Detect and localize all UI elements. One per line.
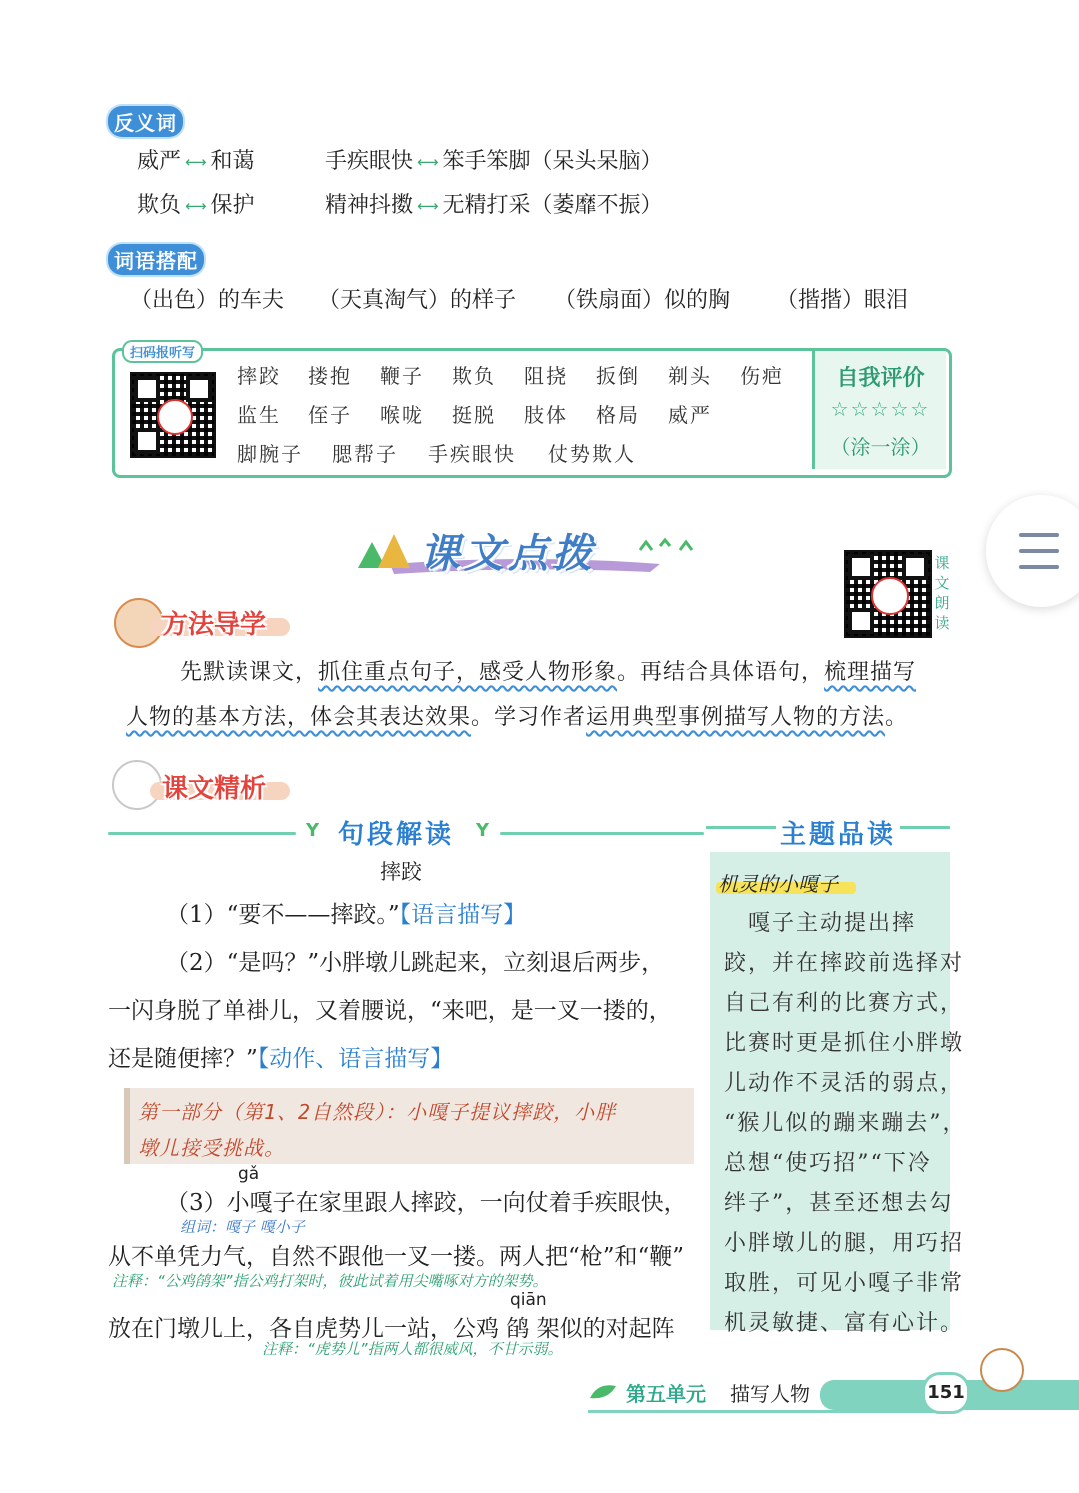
dictation-word: 欺负 (452, 364, 496, 388)
banner-title: 课文点拨 (420, 531, 596, 577)
double-arrow-icon: ⟷ (185, 197, 207, 215)
antonym-word: 手疾眼快 (325, 149, 414, 174)
double-arrow-icon: ⟷ (417, 153, 439, 171)
dictation-word: 手疾眼快 (428, 442, 516, 466)
goat-mascot-icon (980, 1348, 1024, 1392)
key-phrase: 梳理描写 (824, 660, 917, 685)
summary-line: 墩儿接受挑战。 (138, 1136, 285, 1160)
antonym-word: 精神抖擞 (325, 193, 414, 218)
text: （1）“要不——摔跤。” (166, 902, 400, 928)
theme-line: 儿动作不灵活的弱点， (724, 1071, 965, 1096)
sprout-icon: Y (476, 820, 490, 841)
dictation-word: 扳倒 (596, 364, 640, 388)
theme-line: 自己有利的比赛方式， (724, 991, 965, 1016)
paragraph-3-line-1: （3）小嘎子在家里跟人摔跤，一向仗着手疾眼快， (166, 1190, 687, 1216)
antonym-row-1b (325, 144, 663, 175)
divider-line (500, 832, 704, 835)
antonym-word: 笨手笨脚（呆头呆脑） (442, 149, 663, 174)
description-tag: 【动作、语言描写】 (257, 1046, 454, 1072)
theme-line: 比赛时更是抓住小胖墩 (724, 1031, 965, 1056)
theme-line: 小胖墩儿的腿，用巧招 (724, 1231, 965, 1256)
self-evaluation-panel (812, 351, 946, 469)
text: 还是随便摔？” (108, 1046, 258, 1072)
paragraph-3-line-3: 放在门墩儿上，各自虎势儿一站，公鸡 鹐 架似的对起阵 (108, 1316, 675, 1342)
antonym-row-2b (325, 188, 663, 219)
collocation-item: （天真淘气）的样子 (318, 288, 517, 313)
dictation-word: 脚腕子 (237, 442, 303, 466)
antonym-word: 保护 (210, 193, 255, 218)
star-rating[interactable]: ☆☆☆☆☆ (830, 397, 931, 421)
read-aloud-label (932, 553, 952, 633)
paragraph-3-line-2: 从不单凭力气，自然不跟他一叉一搂。两人把“枪”和“鞭” (108, 1244, 685, 1270)
key-phrase: 人物的基本方法，体会其表达效果 (126, 705, 472, 730)
read-aloud-qr-icon[interactable] (844, 550, 932, 638)
qr-code-icon[interactable] (130, 372, 216, 458)
sub-heading-right: 主题品读 (776, 814, 900, 851)
text: 。学习作者 (471, 705, 587, 730)
label-char: 读 (934, 614, 950, 632)
dictation-word: 鞭子 (380, 364, 424, 388)
antonym-word: 威严 (137, 149, 182, 174)
theme-line: “猴儿似的蹦来蹦去”， (724, 1111, 967, 1136)
antonym-row-1 (137, 144, 255, 175)
sprout-icon: Y (306, 820, 320, 841)
antonym-word: 和蔼 (210, 149, 255, 174)
key-phrase: 抓住重点句子，感受人物形象 (318, 660, 618, 685)
theme-line: 嘎子主动提出摔 (724, 911, 917, 936)
dictation-word: 喉咙 (380, 403, 424, 427)
key-phrase: 运用典型事例描写人物的方法 (586, 705, 886, 730)
paragraph-2-line-1: （2）“是吗？”小胖墩儿跳起来，立刻退后两步， (166, 950, 665, 976)
collocation-item: （出色）的车夫 (130, 288, 285, 313)
dictation-word: 剃头 (668, 364, 712, 388)
dictation-word: 腮帮子 (332, 442, 398, 466)
dictation-word: 阻挠 (524, 364, 568, 388)
text: 。 (885, 705, 909, 730)
annotation-note: 注释：“公鸡鹐架”指公鸡打架时，彼此试着用尖嘴啄对方的架势。 (112, 1272, 548, 1290)
theme-line: 绊子”，甚至还想去勾 (724, 1191, 954, 1216)
theme-subtitle: 机灵的小嘎子 (718, 872, 838, 896)
text: 。再结合具体语句， (617, 660, 825, 685)
page-number: 151 (922, 1372, 970, 1414)
self-eval-hint: （涂一涂） (830, 435, 931, 459)
label-char: 文 (934, 574, 950, 592)
footer-line (588, 1410, 948, 1413)
theme-line: 机灵敏捷、富有心计。 (724, 1311, 965, 1336)
collocation-item: （铁扇面）似的胸 (554, 288, 731, 313)
dictation-word: 威严 (668, 403, 712, 427)
antonym-word: 无精打采（萎靡不振） (442, 193, 663, 218)
pinyin: gǎ (238, 1164, 260, 1184)
double-arrow-icon: ⟷ (417, 197, 439, 215)
theme-line: 取胜，可见小嘎子非常 (724, 1271, 965, 1296)
dictation-word: 摔跤 (237, 364, 281, 388)
dictation-word: 搂抱 (308, 364, 352, 388)
analysis-title: 课文精析 (162, 774, 267, 804)
dictation-word: 挺脱 (452, 403, 496, 427)
theme-line: 总想“使巧招”“下冷 (724, 1151, 932, 1176)
dictation-word: 格局 (596, 403, 640, 427)
part-summary-box (124, 1088, 694, 1164)
dictation-word: 仗势欺人 (548, 442, 636, 466)
dictation-word: 肢体 (524, 403, 568, 427)
label-char: 课 (934, 554, 950, 572)
dictation-word: 侄子 (308, 403, 352, 427)
theme-line: 跤，并在摔跤前选择对 (724, 951, 965, 976)
method-title: 方法导学 (162, 610, 267, 640)
paragraph-2-line-2: 一闪身脱了单褂儿，又着腰说，“来吧，是一叉一搂的， (108, 998, 672, 1024)
paragraph-1 (166, 896, 526, 929)
method-line-2 (126, 700, 908, 731)
dictation-tag: 扫码报听写 (122, 340, 203, 363)
paragraph-2-line-3 (108, 1040, 453, 1073)
text-title: 摔跤 (380, 860, 422, 884)
method-line-1 (180, 655, 916, 686)
annotation-note: 注释：“虎势儿”指两人都很威风，不甘示弱。 (262, 1340, 563, 1358)
dictation-word: 伤疤 (740, 364, 784, 388)
antonyms-title: 反义词 (108, 106, 183, 137)
footer-unit: 第五单元 (626, 1382, 706, 1406)
collocation-title: 词语搭配 (108, 244, 204, 275)
footer-topic: 描写人物 (730, 1382, 810, 1406)
word-group-note: 组词：嘎子 嘎小子 (180, 1218, 305, 1236)
pinyin: qiān (510, 1290, 547, 1310)
collocation-item: （揩揩）眼泪 (776, 288, 909, 313)
text: 先默读课文， (180, 660, 319, 685)
antonym-word: 欺负 (137, 193, 182, 218)
self-eval-title: 自我评价 (836, 366, 925, 391)
dictation-word: 监生 (237, 403, 281, 427)
menu-button[interactable] (986, 495, 1079, 607)
description-tag: 【语言描写】 (399, 902, 527, 928)
label-char: 朗 (934, 594, 950, 612)
divider-line (108, 832, 296, 835)
sub-heading-left: 句段解读 (338, 820, 455, 850)
double-arrow-icon: ⟷ (185, 153, 207, 171)
summary-line: 第一部分（第1、2自然段）：小嘎子提议摔跤，小胖 (138, 1100, 617, 1124)
leaf-icon (588, 1382, 618, 1402)
antonym-row-2 (137, 188, 255, 219)
